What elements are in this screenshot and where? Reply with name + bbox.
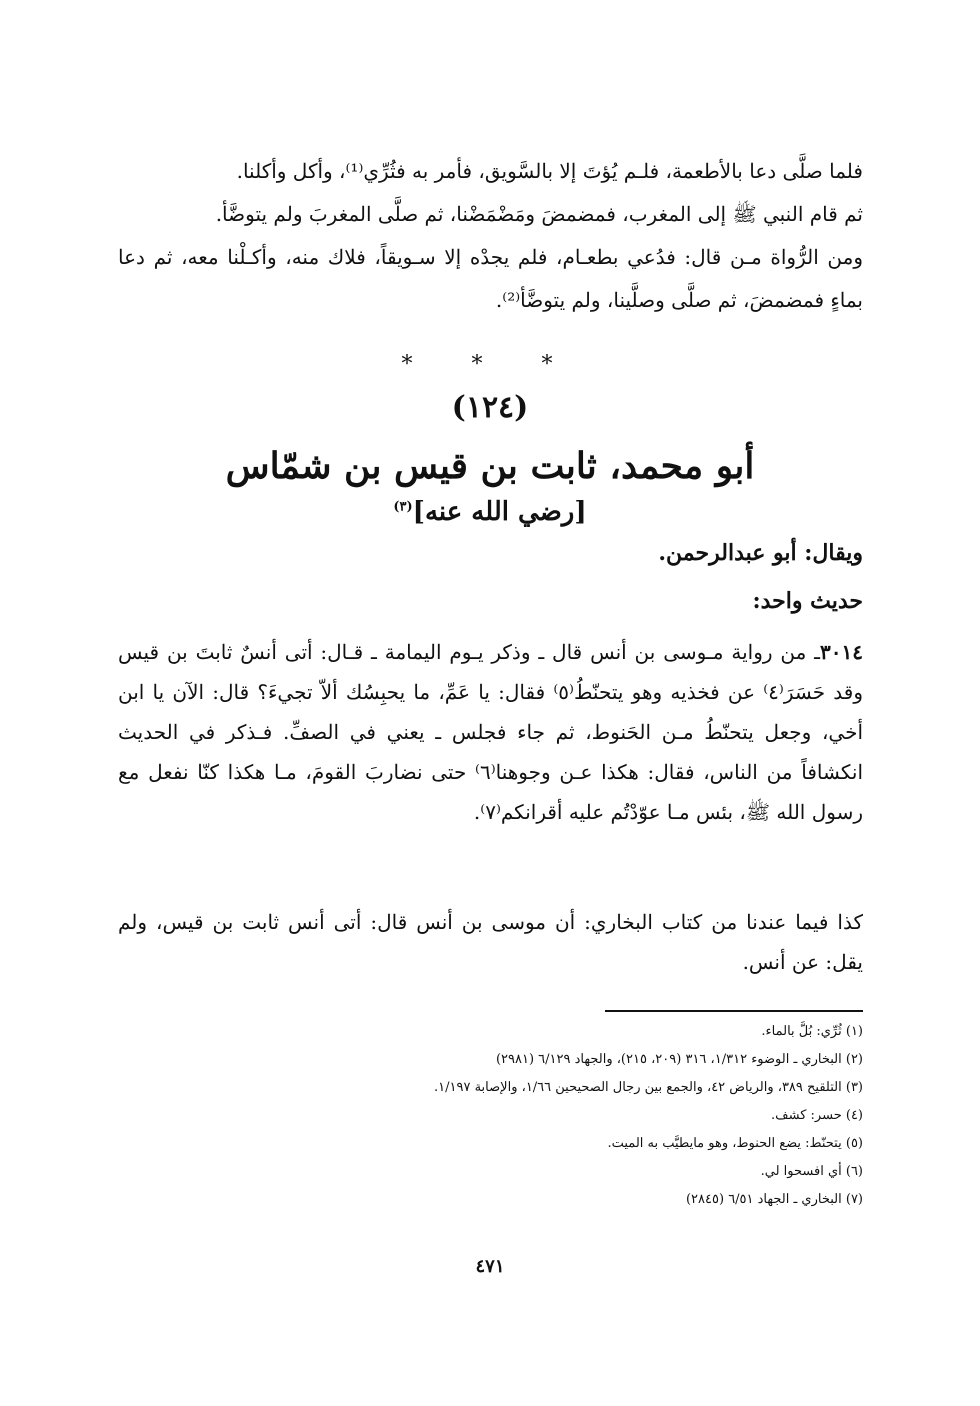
biography-name: أبو محمد، ثابت بن قيس بن شمّاس	[225, 445, 755, 487]
editor-note: كذا فيما عندنا من كتاب البخاري: أن موسى بن أنس قال: أتى أنس ثابت بن قيس، ولم يقل: عن أنس.	[118, 910, 863, 974]
footnote-divider	[605, 1010, 863, 1012]
hadith-count-heading: حديث واحد:	[752, 588, 863, 614]
footnote-item: (٤) حسر: كشف.	[771, 1108, 863, 1123]
hadith-text: ـ من رواية مـوسى بن أنس قال ـ وذكر يـوم اليمامة ـ قـال: أتى أنسٌ ثابتَ بن قيس وقد حَسَرَ⁽٤⁾ عن فخذيه وهو يتحنّطُ⁽٥⁾ فقال: يا عَمِّ، ما يحبِسُك ألاّ تجيءَ؟ قال: الآن يا ابن أخي، وجعل يتحنّطُ مـن الحَنوط، ثم جاء فجلس ـ يعني في الصفِّ. فـذكر في الحديث انكشافاً من الناس، فقال: هكذا عـن وجوهنا⁽٦⁾ حتى نضاربَ القومَ، مـا هكذا كنّا نفعل مع رسول الله ﷺ، بئس مـا عوّدْتُم عليه أقرانكم⁽٧⁾.	[118, 640, 863, 824]
intro-paragraph-2: ومن الرُّواة مـن قال: فدُعي بطعـام، فلم يجدْه إلا سـويقاً، فلاك منه، وأكـلْنا معه، ثم دعا بماءٍ فمضمضَ، ثم صلَّى وصلَّينا، ولم يتوضَّأ⁽²⁾.	[118, 245, 863, 312]
footnote-item: (١) ثُرِّي: بُلَّ بالماء.	[761, 1024, 863, 1039]
biography-number: (١٢٤)	[451, 390, 529, 425]
section-separator: * * *	[401, 352, 579, 377]
hadith-paragraph	[118, 632, 863, 832]
alternate-kunya: ويقال: أبو عبدالرحمن.	[658, 540, 863, 566]
intro-line-1: فلما صلَّى دعا بالأطعمة، فلـم يُؤتَ إلا بالسَّويق، فأمر به فثُرِّي⁽¹⁾، وأكل وأكلنا.	[236, 159, 863, 183]
footnotes-list	[118, 1018, 863, 1214]
hadith-number: ٣٠١٤	[820, 640, 863, 664]
footnote-item: (٥) يتحنّط: يضع الحنوط، وهو مايطيَّب به الميت.	[607, 1136, 863, 1151]
footnote-item: (٧) البخاري ـ الجهاد ٦/٥١ (٢٨٤٥)	[685, 1192, 863, 1207]
footnote-item: (٢) البخاري ـ الوضوء ١/٣١٢، ٣١٦ (٢٠٩، ٢١٥)، والجهاد ٦/١٢٩ (٢٩٨١)	[495, 1052, 863, 1067]
blessing-text: [رضي الله عنه]	[412, 497, 587, 527]
footnote-item: (٦) أي افسحوا لي.	[760, 1164, 863, 1179]
blessing-footnote-ref: (٣)	[393, 499, 413, 515]
intro-line-2: ثم قام النبي ﷺ إلى المغرب، فمضمضَ ومَضْمَضْنا، ثم صلَّى المغربَ ولم يتوضَّأ.	[215, 202, 863, 226]
footnote-item: (٣) التلقيح ٣٨٩، والرياض ٤٢، والجمع بين رجال الصحيحين ١/٦٦، والإصابة ١/١٩٧.	[434, 1080, 863, 1095]
biography-blessing	[0, 497, 980, 527]
page-number: ٤٧١	[475, 1256, 505, 1277]
intro-section	[118, 150, 863, 322]
